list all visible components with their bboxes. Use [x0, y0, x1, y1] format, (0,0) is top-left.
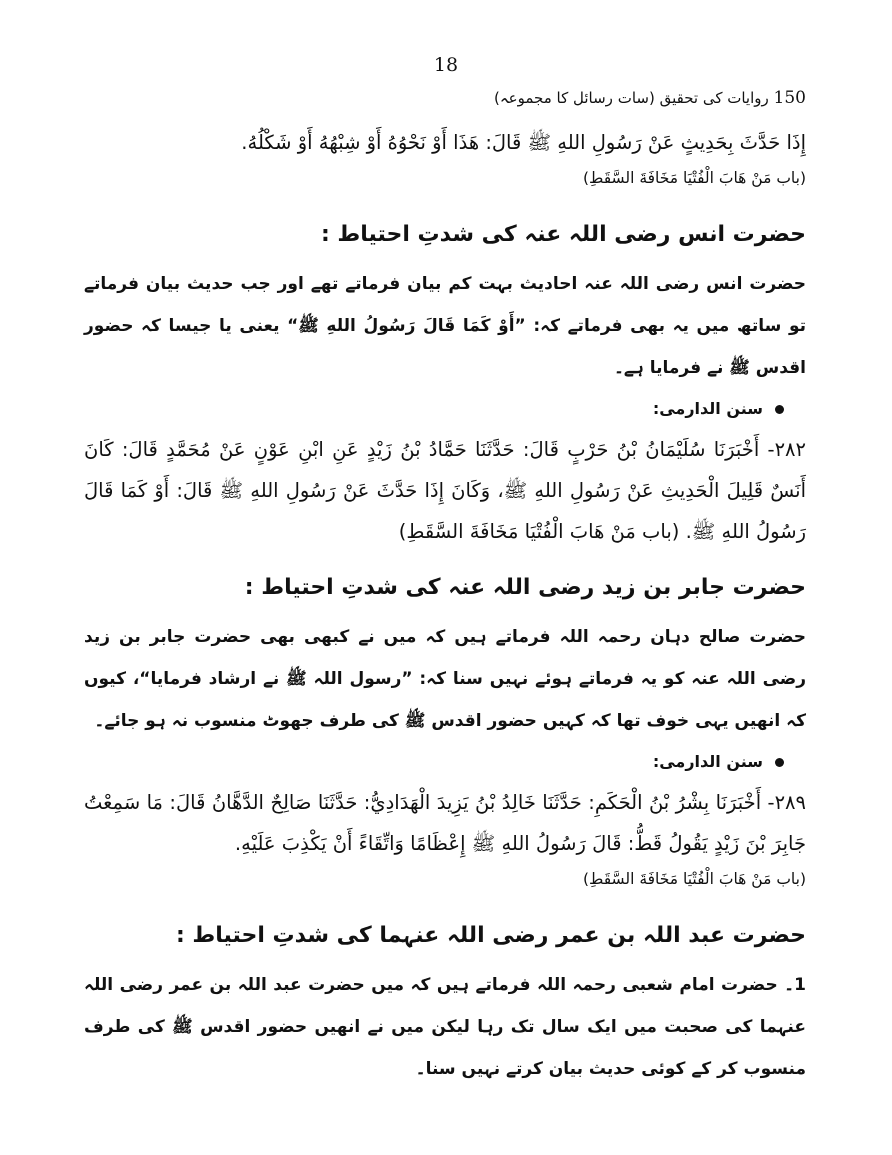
chapter-reference: (باب مَنْ هَابَ الْفُتْيَا مَخَافَةَ السَّقَطِ) — [582, 870, 806, 888]
source-bullet — [84, 389, 806, 429]
urdu-paragraph-anas: حضرت انس رضی اللہ عنہ احادیث بہت کم بیان فرماتے تھے اور جب حدیث بیان فرماتے تو ساتھ میں یہ بھی فرماتے کہ: ”أَوْ كَمَا قَالَ رَسُولُ اللهِ ﷺ“ یعنی یا جیسا کہ حضور اقدس ﷺ نے فرمایا ہے۔ — [84, 274, 806, 378]
page-number: 18 — [433, 54, 459, 76]
chapter-reference: (باب مَنْ هَابَ الْفُتْيَا مَخَافَةَ السَّقَطِ) — [582, 169, 806, 187]
source-bullet — [84, 742, 806, 782]
urdu-paragraph-jabir: حضرت صالح دہان رحمہ اللہ فرماتے ہیں کہ میں نے کبھی بھی حضرت جابر بن زید رضی اللہ عنہ کو یہ فرماتے ہوئے نہیں سنا کہ: ”رسول اللہ ﷺ نے ارشاد فرمایا“، کیوں کہ انھیں یہی خوف تھا کہ کہیں حضور اقدس ﷺ کی طرف جھوٹ منسوب نہ ہو جائے۔ — [84, 627, 806, 731]
urdu-paragraph-ibn-umar: 1۔ حضرت امام شعبی رحمہ اللہ فرماتے ہیں کہ میں حضرت عبد اللہ بن عمر رضی اللہ عنہما کی صحبت میں ایک سال تک رہا لیکن میں نے انھیں حضور اقدس ﷺ کی طرف منسوب کر کے کوئی حدیث بیان کرتے نہیں سنا۔ — [84, 975, 806, 1079]
running-header — [86, 88, 806, 108]
arabic-hadith-289: ٢٨٩- أَخْبَرَنَا بِشْرُ بْنُ الْحَكَمِ: حَدَّثَنَا خَالِدُ بْنُ يَزِيدَ الْهَدَادِيُّ: حَدَّثَنَا صَالِحٌ الدَّهَّانُ قَالَ: مَا سَمِعْتُ جَابِرَ بْنَ زَيْدٍ يَقُولُ قَطُّ: قَالَ رَسُولُ اللهِ ﷺ إِعْظَامًا وَاتِّقَاءً أَنْ يَكْذِبَ عَلَيْهِ. — [84, 791, 806, 855]
section-heading-anas: حضرت انس رضی اللہ عنہ کی شدتِ احتیاط : — [320, 222, 806, 247]
running-header-number: 150 — [773, 88, 806, 108]
section-heading-jabir: حضرت جابر بن زید رضی اللہ عنہ کی شدتِ احتیاط : — [244, 575, 806, 600]
running-header-title: روایات کی تحقیق (سات رسائل کا مجموعہ) — [494, 89, 769, 107]
arabic-narration-continuation: إِذَا حَدَّثَ بِحَدِيثٍ عَنْ رَسُولِ اللهِ ﷺ قَالَ: هَذَا أَوْ نَحْوُهُ أَوْ شِبْهُهُ أَوْ شَكْلُهُ. — [241, 131, 806, 154]
source-label: سنن الدارمی: — [652, 399, 763, 418]
arabic-hadith-282: ٢٨٢- أَخْبَرَنَا سُلَيْمَانُ بْنُ حَرْبٍ قَالَ: حَدَّثَنَا حَمَّادُ بْنُ زَيْدٍ عَنِ ابْنِ عَوْنٍ عَنْ مُحَمَّدٍ قَالَ: كَانَ أَنَسٌ قَلِيلَ الْحَدِيثِ عَنْ رَسُولِ اللهِ ﷺ، وَكَانَ إِذَا حَدَّثَ عَنْ رَسُولِ اللهِ ﷺ قَالَ: أَوْ كَمَا قَالَ رَسُولُ اللهِ ﷺ. (باب مَنْ هَابَ الْفُتْيَا مَخَافَةَ السَّقَطِ) — [84, 438, 806, 543]
bullet-dot-icon — [775, 758, 784, 767]
page-content — [84, 122, 806, 1090]
bullet-dot-icon — [775, 405, 784, 414]
section-heading-ibn-umar: حضرت عبد اللہ بن عمر رضی اللہ عنہما کی شدتِ احتیاط : — [175, 923, 806, 948]
source-label: سنن الدارمی: — [652, 752, 763, 771]
